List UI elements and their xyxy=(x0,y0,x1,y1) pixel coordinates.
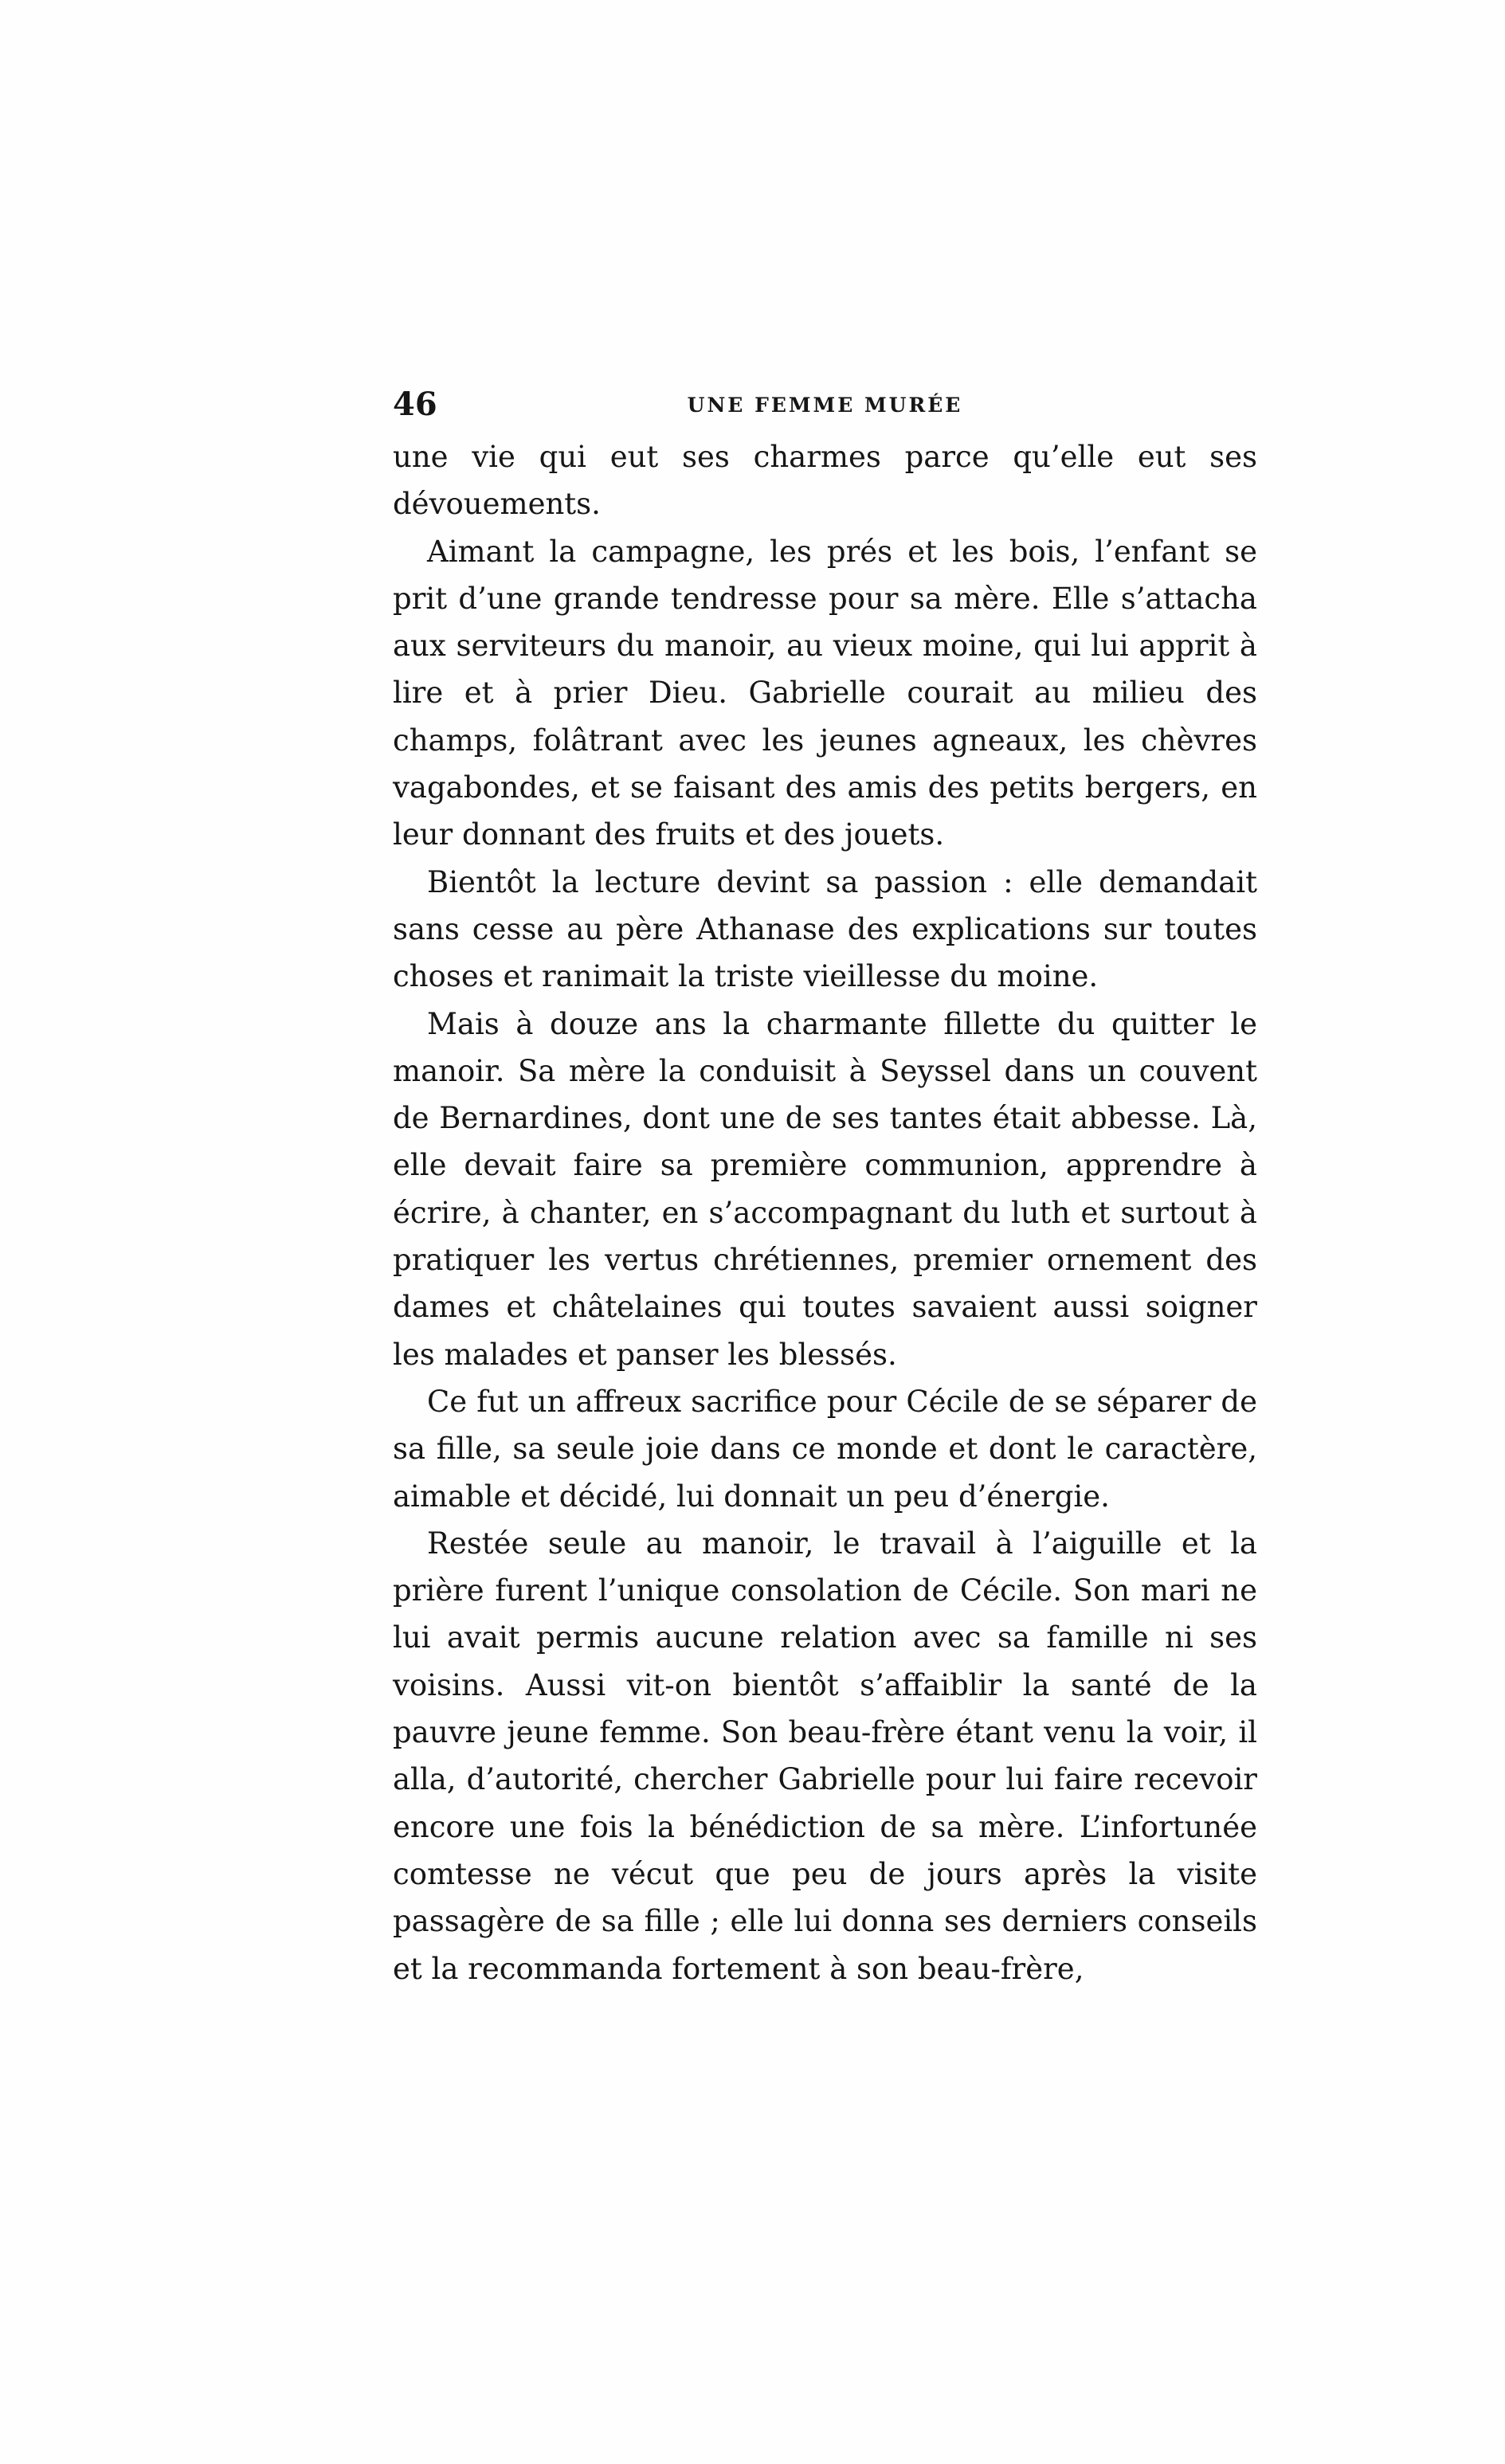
paragraph: Restée seule au manoir, le travail à l’aiguille et la prière furent l’unique consolation de Cécile. Son mari ne lui avait permis aucune relation avec sa famille ni ses voisins. Aussi vit-on bientôt s’affaiblir la santé de la pauvre jeune femme. Son beau-frère étant venu la voir, il alla, d’autorité, chercher Gabrielle pour lui faire recevoir encore une fois la bénédiction de sa mère. L’infortunée comtesse ne vécut que peu de jours après la visite passagère de sa fille ; elle lui donna ses derniers conseils et la recommanda fortement à son beau-frère, xyxy=(393,1526,1257,1986)
running-title: UNE FEMME MURÉE xyxy=(687,394,963,417)
paragraph: Mais à douze ans la charmante fillette du quitter le manoir. Sa mère la conduisit à Seyssel dans un couvent de Bernardines, dont une de ses tantes était abbesse. Là, elle devait faire sa première communion, apprendre à écrire, à chanter, en s’accompagnant du luth et surtout à pratiquer les vertus chrétiennes, premier ornement des dames et châtelaines qui toutes savaient aussi soigner les malades et panser les blessés. xyxy=(393,1006,1257,1372)
paragraph: Bientôt la lecture devint sa passion : elle demandait sans cesse au père Athanase des explications sur toutes choses et ranimait la triste vieillesse du moine. xyxy=(393,864,1257,994)
page-number: 46 xyxy=(393,386,437,423)
paragraph: Aimant la campagne, les prés et les bois, l’enfant se prit d’une grande tendresse pour sa mère. Elle s’attacha aux serviteurs du manoir, au vieux moine, qui lui apprit à lire et à prier Dieu. Gabrielle courait au milieu des champs, folâtrant avec les jeunes agneaux, les chèvres vagabondes, et se faisant des amis des petits bergers, en leur donnant des fruits et des jouets. xyxy=(393,534,1257,852)
paragraph-continuation: une vie qui eut ses charmes parce qu’elle eut ses dévouements. xyxy=(393,440,1257,522)
paragraph: Ce fut un affreux sacrifice pour Cécile de se séparer de sa fille, sa seule joie dans ce monde et dont le caractère, aimable et décidé, lui donnait un peu d’énergie. xyxy=(393,1384,1257,1514)
running-header xyxy=(393,387,1257,433)
text-block xyxy=(393,387,1257,1992)
